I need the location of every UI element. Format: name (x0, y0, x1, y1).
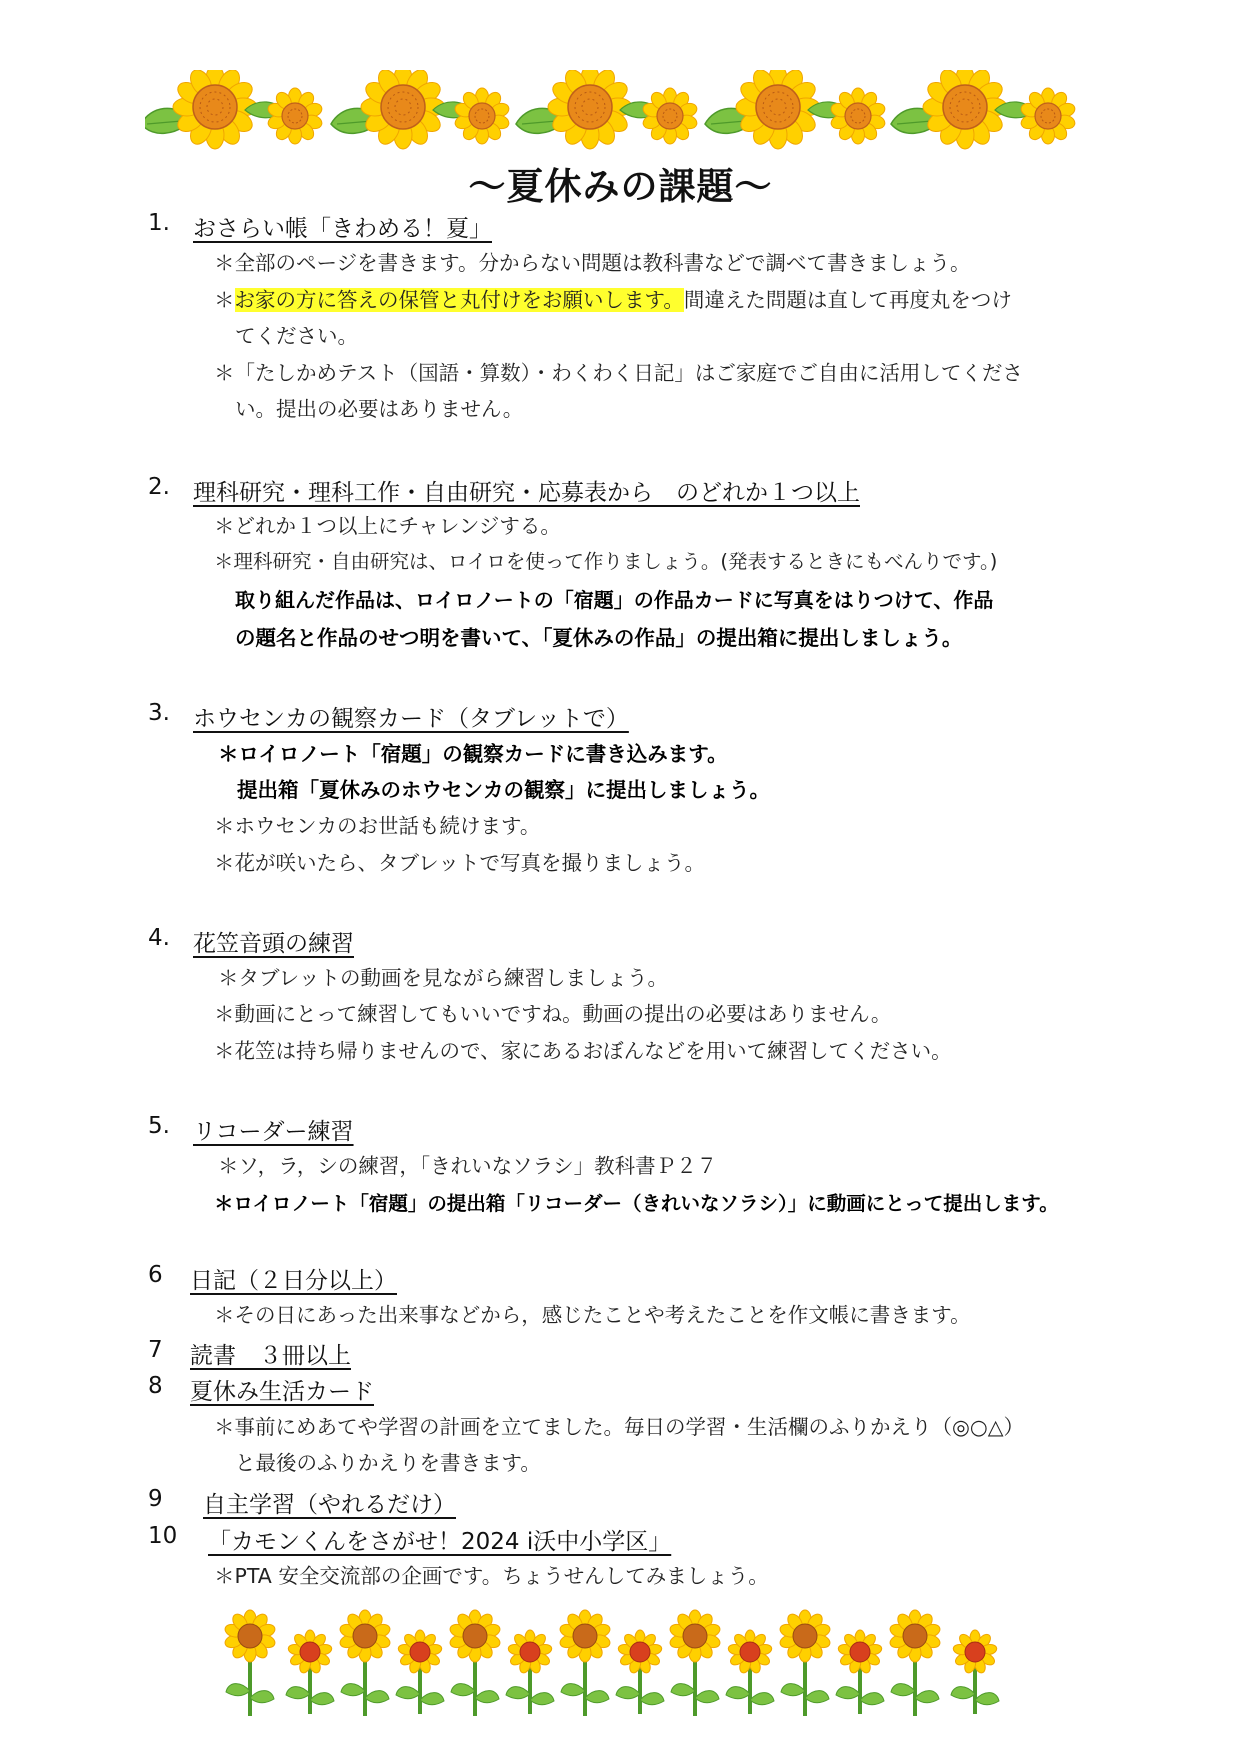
sunflower-border-top (145, 70, 1105, 160)
sunflower-border-bottom (215, 1608, 1035, 1720)
highlighted-text: お家の方に答えの保管と丸付けをお願いします。 (234, 288, 684, 312)
item-line: 提出箱「夏休みのホウセンカの観察」に提出しましょう。 (237, 778, 770, 802)
item-line: ＊ホウセンカのお世話も続けます。 (214, 814, 541, 838)
item-line: い。提出の必要はありません。 (235, 397, 524, 421)
item-line: ＊理科研究・自由研究は、ロイロを使って作りましょう。(発表するときにもべんりです。) (214, 550, 998, 573)
item-line: ＊全部のページを書きます。分からない問題は教科書などで調べて書きましょう。 (214, 251, 971, 275)
item-line: ＊ロイロノート「宿題」の観察カードに書き込みます。 (218, 742, 728, 766)
item-line: ＊動画にとって練習してもいいですね。動画の提出の必要はありません。 (214, 1002, 892, 1026)
item-number: 5. (148, 1113, 170, 1139)
item-line: と最後のふりかえりを書きます。 (235, 1451, 541, 1475)
item-number: 2. (148, 474, 170, 500)
item-number: 9 (148, 1486, 163, 1512)
item-number: 8 (148, 1373, 163, 1399)
item-line-rest: 間違えた問題は直して再度丸をつけ (683, 288, 1012, 312)
item-heading: 「カモンくんをさがせ！2024 i沃中小学区」 (208, 1529, 672, 1555)
item-number: 7 (148, 1337, 163, 1363)
item-line: ＊ソ，ラ，シの練習，「きれいなソラシ」教科書Ｐ２７ (218, 1154, 718, 1178)
item-number: 1. (148, 210, 170, 236)
item-line: てください。 (235, 324, 358, 348)
item-heading: 夏休み生活カード (190, 1379, 374, 1405)
page-title: ～夏休みの課題～ (468, 165, 773, 208)
item-line (214, 282, 1012, 318)
item-heading: 読書 ３冊以上 (190, 1343, 351, 1369)
item-line: ＊タブレットの動画を見ながら練習しましょう。 (218, 966, 668, 990)
item-heading: 花笠音頭の練習 (193, 931, 354, 957)
item-number: 4. (148, 925, 170, 951)
item-line: 取り組んだ作品は、ロイロノートの「宿題」の作品カードに写真をはりつけて、作品 (235, 588, 994, 612)
item-line: ＊PTA 安全交流部の企画です。ちょうせんしてみましょう。 (214, 1564, 769, 1588)
item-line: ＊どれか１つ以上にチャレンジする。 (214, 514, 561, 538)
item-line: ＊花笠は持ち帰りませんので、家にあるおぼんなどを用いて練習してください。 (214, 1039, 952, 1063)
item-number: 10 (148, 1523, 178, 1549)
item-heading: おさらい帳「きわめる！夏」 (193, 216, 492, 242)
item-line-prefix: ＊ (214, 288, 235, 312)
item-line: ＊「たしかめテスト（国語・算数）・わくわく日記」はご家庭でご自由に活用してくださ (214, 361, 1023, 385)
item-line: ＊ロイロノート「宿題」の提出箱「リコーダー（きれいなソラシ）」に動画にとって提出します。 (214, 1192, 1059, 1215)
item-heading: 自主学習（やれるだけ） (203, 1492, 456, 1518)
item-heading: ホウセンカの観察カード（タブレットで） (193, 706, 629, 732)
item-heading: リコーダー練習 (193, 1119, 354, 1145)
item-number: 6 (148, 1262, 163, 1288)
item-line: ＊事前にめあてや学習の計画を立てました。毎日の学習・生活欄のふりかえり（◎○△） (214, 1415, 1025, 1439)
item-heading: 日記（２日分以上） (190, 1268, 397, 1294)
item-number: 3. (148, 700, 170, 726)
item-line: ＊その日にあった出来事などから，感じたことや考えたことを作文帳に書きます。 (214, 1303, 971, 1327)
item-heading: 理科研究・理科工作・自由研究・応募表から のどれか１つ以上 (193, 480, 860, 506)
item-line: の題名と作品のせつ明を書いて、「夏休みの作品」の提出箱に提出しましょう。 (235, 626, 963, 650)
item-line: ＊花が咲いたら、タブレットで写真を撮りましょう。 (214, 851, 705, 875)
